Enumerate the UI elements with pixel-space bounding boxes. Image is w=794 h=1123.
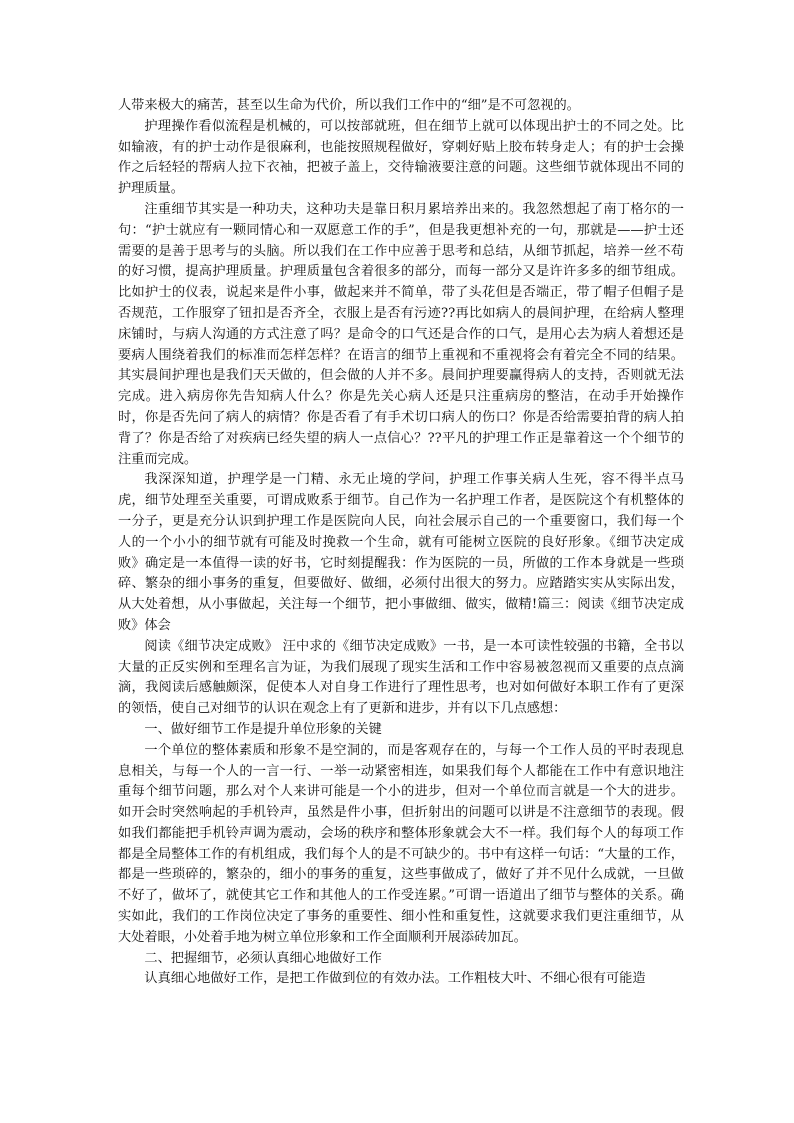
paragraph-1: 人带来极大的痛苦，甚至以生命为代价，所以我们工作中的“细”是不可忽视的。 bbox=[118, 98, 580, 113]
paragraph-5: 阅读《细节决定成败》 汪中求的《细节决定成败》一书，是一本可读性较强的书籍，全书以大量的正反实例和至理名言为证，为我们展现了现实生活和工作中容易被忽视而又重要的点点滴滴，我阅读后感触颇深，促使本人对自身工作进行了理性思考，也对如何做好本职工作有了更深的领悟，使自己对细节的认识在观念上有了更新和进步，并有以下几点感想： bbox=[118, 638, 684, 717]
paragraph-2: 护理操作看似流程是机械的，可以按部就班，但在细节上就可以体现出护士的不同之处。比如输液，有的护士动作是很麻利，也能按照规程做好，穿刺好贴上胶布转身走人；有的护士会操作之后轻轻的帮病人拉下衣袖，把被子盖上，交待输液要注意的问题。这些细节就体现出不同的护理质量。 bbox=[118, 118, 684, 197]
section-heading-1: 一、做好细节工作是提升单位形象的关键 bbox=[144, 721, 382, 737]
paragraph-3: 注重细节其实是一种功夫，这种功夫是靠日积月累培养出来的。我忽然想起了南丁格尔的一句：“护士就应有一颗同情心和一双愿意工作的手”，但是我更想补充的一句，那就是——护士还需要的是善于思考与的头脑。所以我们在工作中应善于思考和总结，从细节抓起，培养一丝不苟的好习惯，提高护理质量。护理质量包含着很多的部分，而每一部分又是许许多多的细节组成。比如护士的仪表，说起来是件小事，做起来并不简单，带了头花但是否端正，带了帽子但帽子是否规范，工作服穿了钮扣是否齐全，衣服上是否有污迹??再比如病人的晨间护理，在给病人整理床铺时，与病人沟通的方式注意了吗？是命令的口气还是合作的口气，是用心去为病人着想还是要病人围绕着我们的标准而怎样怎样？在语言的细节上重视和不重视将会有着完全不同的结果。其实晨间护理也是我们天天做的，但会做的人并不多。晨间护理要赢得病人的支持，否则就无法完成。进入病房你先告知病人什么？你是先关心病人还是只注重病房的整洁，在动手开始操作时，你是否先问了病人的病情？你是否看了有手术切口病人的伤口？你是否给需要拍背的病人拍背了？你是否给了对疾病已经失望的病人一点信心？??平凡的护理工作正是靠着这一个个细节的注重而完成。 bbox=[118, 201, 684, 467]
paragraph-6: 一个单位的整体素质和形象不是空洞的，而是客观存在的，与每一个工作人员的平时表现息息相关，与每一个人的一言一行、一举一动紧密相连，如果我们每个人都能在工作中有意识地注重每个细节问题，那么对个人来讲可能是一个小的进步，但对一个单位而言就是一个大的进步。如开会时突然响起的手机铃声，虽然是件小事，但折射出的问题可以讲是不注意细节的表现。假如我们都能把手机铃声调为震动，会场的秩序和整体形象就会大不一样。我们每个人的每项工作都是全局整体工作的有机组成，我们每个人的是不可缺少的。书中有这样一句话：“大量的工作，都是一些琐碎的，繁杂的，细小的事务的重复，这些事做成了，做好了并不见什么成就，一旦做不好了，做坏了，就使其它工作和其他人的工作受连累。”可谓一语道出了细节与整体的关系。确实如此，我们的工作岗位决定了事务的重要性、细小性和重复性，这就要求我们更注重细节，从大处着眼，小处着手地为树立单位形象和工作全面顺利开展添砖加瓦。 bbox=[118, 742, 684, 945]
paragraph-4: 我深深知道，护理学是一门精、永无止境的学问，护理工作事关病人生死，容不得半点马虎，细节处理至关重要，可谓成败系于细节。自己作为一名护理工作者，是医院这个有机整体的一分子，更是充分认识到护理工作是医院向人民，向社会展示自己的一个重要窗口，我们每一个人的一个小小的细节就有可能及时挽救一个生命，就有可能树立医院的良好形象。《细节决定成败》确定是一本值得一读的好书，它时刻提醒我：作为医院的一员，所做的工作本身就是一些琐碎、繁杂的细小事务的重复，但要做好、做细，必须付出很大的努力。应踏踏实实从实际出发，从大处着想，从小事做起，关注每一个细节，把小事做细、做实，做精!篇三：阅读《细节决定成败》体会 bbox=[118, 472, 684, 633]
paragraph-7: 认真细心地做好工作，是把工作做到位的有效办法。工作粗枝大叶、不细心很有可能造 bbox=[144, 971, 646, 987]
document-page bbox=[118, 96, 684, 990]
section-heading-2: 二、把握细节，必须认真细心地做好工作 bbox=[144, 950, 382, 966]
